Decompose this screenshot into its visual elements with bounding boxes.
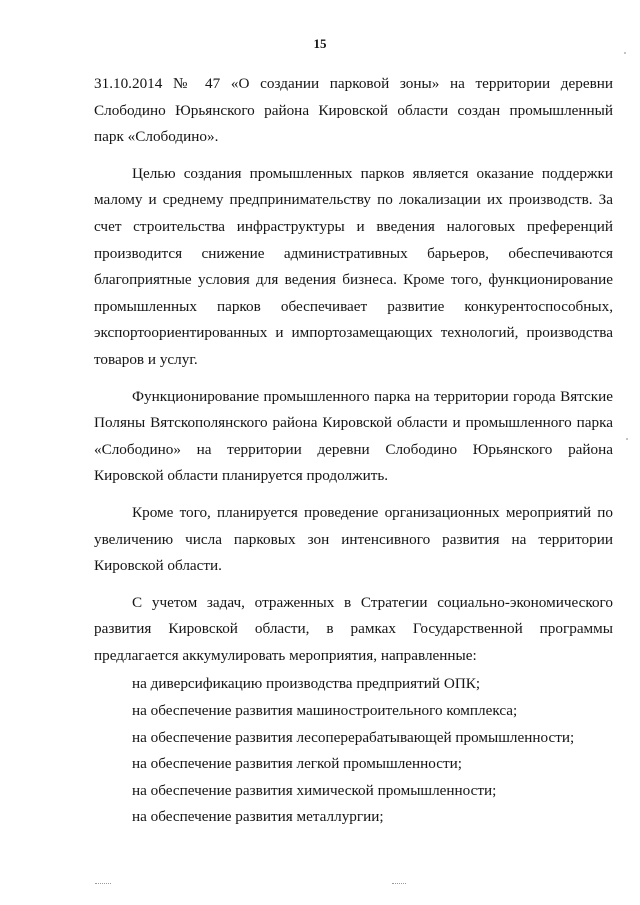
list-item: на обеспечение развития химической промышленности; xyxy=(132,781,497,799)
paragraph-zone-expansion: Кроме того, планируется проведение организационных мероприятий по увеличению числа парковых зон интенсивного развития на территории Кировской области. xyxy=(94,503,613,575)
list-item: на обеспечение развития машиностроительного комплекса; xyxy=(132,702,518,720)
document-body xyxy=(94,71,613,831)
list-item: на диверсификацию производства предприятий ОПК; xyxy=(132,675,481,693)
footer-scan-mark xyxy=(95,883,111,885)
scan-speck xyxy=(624,52,626,54)
page-number: 15 xyxy=(313,36,327,51)
list-item: на обеспечение развития легкой промышленности; xyxy=(132,755,462,773)
paragraph-park-purpose: Целью создания промышленных парков является оказание поддержки малому и среднему предпринимательству по локализации их производств. За счет строительства инфраструктуры и введения налоговых преференций производится снижение административных барьеров, обеспечиваются благоприятные условия для ведения бизнеса. Кроме того, функционирование промышленных парков обеспечивает развитие конкурентоспособных, экспортоориентированных и импортозамещающих технологий, производства товаров и услуг. xyxy=(94,164,613,368)
measures-list xyxy=(94,671,613,831)
paragraph-strategy-measures: С учетом задач, отраженных в Стратегии социально-экономического развития Кировской области, в рамках Государственной программы предлагается аккумулировать мероприятия, направленные: xyxy=(94,593,613,664)
footer-scan-mark xyxy=(392,883,406,885)
list-item: на обеспечение развития металлургии; xyxy=(132,808,384,826)
paragraph-park-creation: 31.10.2014 № 47 «О создании парковой зоны» на территории деревни Слободино Юрьянского района Кировской области создан промышленный парк «Слободино». xyxy=(94,75,613,146)
list-item: на обеспечение развития лесоперерабатывающей промышленности; xyxy=(132,728,575,746)
paragraph-park-continuation: Функционирование промышленного парка на территории города Вятские Поляны Вятскополянского района Кировской области и промышленного парка «Слободино» на территории деревни Слободино Юрьянского района Кировской области планируется продолжить. xyxy=(94,387,613,485)
scan-speck xyxy=(626,438,628,440)
